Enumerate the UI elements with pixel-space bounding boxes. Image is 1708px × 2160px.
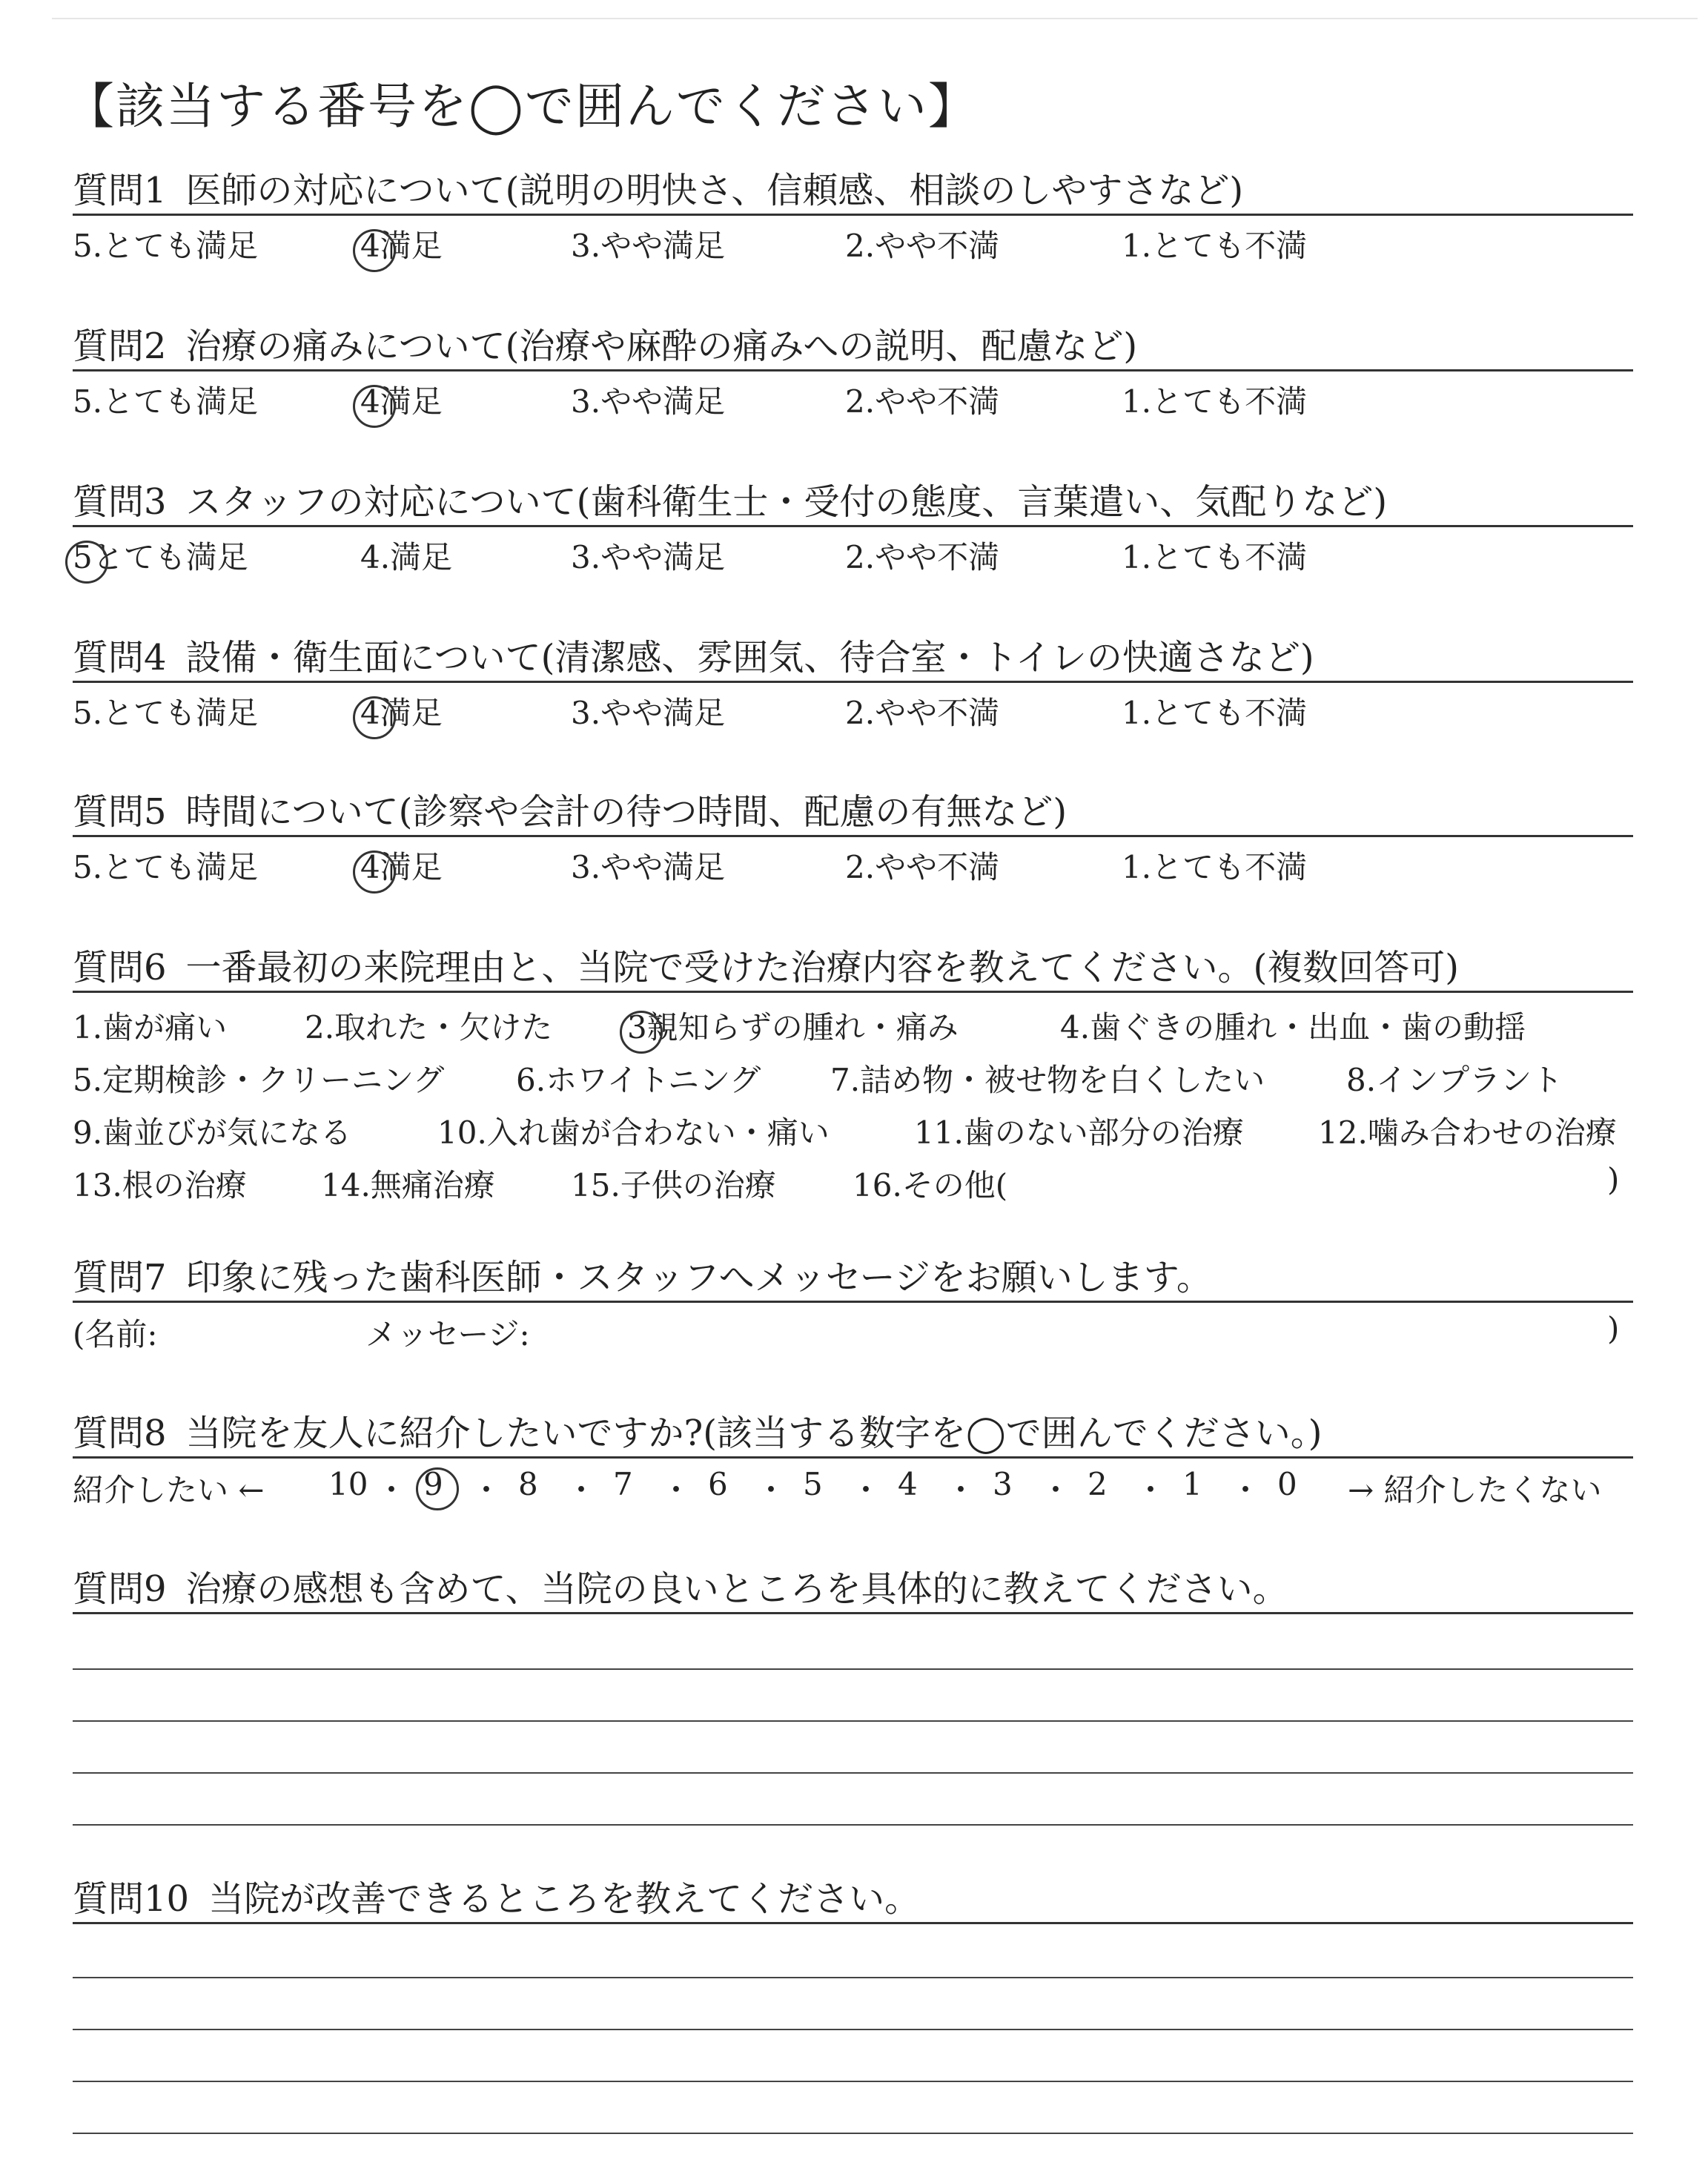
reason-option[interactable]: 11.歯のない部分の治療 [914, 1114, 1244, 1151]
question-text: 当院が改善できるところを教えてください。 [208, 1878, 921, 1920]
reason-option[interactable]: 1.歯が痛い [73, 1009, 228, 1046]
answer-line[interactable] [73, 1720, 1633, 1722]
answer-line[interactable] [73, 1668, 1633, 1670]
scale-right-label: → 紹介したくない [1348, 1472, 1602, 1508]
scale-number[interactable]: 8 [518, 1466, 538, 1502]
selection-circle: 4 [360, 383, 380, 420]
option-2[interactable]: 2.やや不満 [845, 695, 1000, 731]
question-title [73, 1410, 1633, 1459]
question-number: 質問2 [73, 326, 167, 367]
scale-separator: ・ [376, 1472, 408, 1508]
reason-option[interactable]: 4.歯ぐきの腫れ・出血・歯の動揺 [1060, 1009, 1526, 1046]
option-5[interactable]: 5.とても満足 [73, 228, 259, 264]
option-2[interactable]: 2.やや不満 [845, 228, 1000, 264]
recommend-scale [73, 1459, 1633, 1510]
answer-line[interactable] [73, 1977, 1633, 1978]
question-9 [73, 1566, 1633, 1614]
question-title [73, 168, 1633, 216]
scale-separator: ・ [471, 1472, 503, 1508]
option-3[interactable]: 3.やや満足 [571, 849, 726, 885]
option-3[interactable]: 3.やや満足 [571, 539, 726, 575]
selection-circle: 4 [360, 228, 380, 264]
option-4[interactable]: 4.満足 [360, 539, 453, 575]
question-number: 質問8 [73, 1413, 167, 1454]
question-text: 治療の感想も含めて、当院の良いところを具体的に教えてください。 [185, 1568, 1288, 1610]
question-2 [73, 323, 1633, 423]
question-6 [73, 945, 1633, 1203]
selection-circle: 3 [627, 1009, 647, 1046]
reason-option[interactable]: 8.インプラント [1346, 1062, 1563, 1098]
question-text: 医師の対応について(説明の明快さ、信頼感、相談のしやすさなど) [185, 170, 1244, 211]
question-1 [73, 168, 1633, 268]
scale-number[interactable]: 6 [708, 1466, 728, 1502]
question-text: 治療の痛みについて(治療や麻酔の痛みへの説明、配慮など) [185, 326, 1138, 367]
question-text: 印象に残った歯科医師・スタッフへメッセージをお願いします。 [185, 1257, 1212, 1298]
question-title [73, 323, 1633, 371]
reason-option[interactable]: 5.定期検診・クリーニング [73, 1062, 445, 1098]
option-4-circled[interactable]: 4満足 [360, 695, 443, 731]
scale-separator: ・ [1135, 1472, 1167, 1508]
name-label: (名前: [73, 1316, 158, 1353]
question-5 [73, 789, 1633, 889]
question-7 [73, 1255, 1633, 1355]
scale-number[interactable]: 10 [328, 1466, 368, 1502]
option-3[interactable]: 3.やや満足 [571, 228, 726, 264]
scale-left-label: 紹介したい ← [73, 1472, 265, 1508]
option-2[interactable]: 2.やや不満 [845, 849, 1000, 885]
scale-number[interactable]: 1 [1182, 1466, 1202, 1502]
scale-number[interactable]: 4 [898, 1466, 918, 1502]
other-close-paren: ) [1607, 1161, 1620, 1198]
question-title [73, 945, 1633, 993]
reason-option[interactable]: 14.無痛治療 [321, 1167, 495, 1203]
answer-line[interactable] [73, 1772, 1633, 1774]
question-title [73, 1566, 1633, 1614]
form-heading: 【該当する番号を◯で囲んでください】 [65, 78, 979, 135]
question-title [73, 635, 1633, 683]
option-1[interactable]: 1.とても不満 [1122, 849, 1308, 885]
question-text: 設備・衛生面について(清潔感、雰囲気、待合室・トイレの快適さなど) [185, 637, 1314, 678]
reason-option[interactable]: 2.取れた・欠けた [305, 1009, 553, 1046]
option-3[interactable]: 3.やや満足 [571, 383, 726, 420]
scale-number[interactable]: 2 [1088, 1466, 1108, 1502]
option-5[interactable]: 5.とても満足 [73, 695, 259, 731]
scale-separator: ・ [661, 1472, 692, 1508]
question-number: 質問7 [73, 1257, 167, 1298]
scale-number[interactable]: 9 [423, 1466, 443, 1502]
selection-circle: 5 [73, 539, 93, 575]
scale-number[interactable]: 3 [993, 1466, 1013, 1502]
option-4-circled[interactable]: 4満足 [360, 849, 443, 885]
option-2[interactable]: 2.やや不満 [845, 383, 1000, 420]
question-number: 質問10 [73, 1878, 190, 1920]
question-10 [73, 1876, 1633, 1924]
reason-option-other[interactable]: 16.その他( [853, 1167, 1008, 1203]
answer-line[interactable] [73, 2029, 1633, 2030]
scale-separator: ・ [945, 1472, 977, 1508]
option-1[interactable]: 1.とても不満 [1122, 228, 1308, 264]
reason-option[interactable]: 10.入れ歯が合わない・痛い [437, 1114, 830, 1151]
option-5[interactable]: 5.とても満足 [73, 849, 259, 885]
selection-circle: 4 [360, 849, 380, 885]
question-3 [73, 479, 1633, 579]
answer-line[interactable] [73, 2133, 1633, 2134]
reason-option-circled[interactable]: 3親知らずの腫れ・痛み [627, 1009, 959, 1046]
scale-separator: ・ [1230, 1472, 1262, 1508]
top-border [52, 18, 1698, 19]
scale-separator: ・ [850, 1472, 882, 1508]
question-text: 時間について(診察や会計の待つ時間、配慮の有無など) [185, 791, 1068, 833]
reason-option[interactable]: 6.ホワイトニング [516, 1062, 761, 1098]
question-number: 質問1 [73, 170, 167, 211]
question-title [73, 1876, 1633, 1924]
option-5[interactable]: 5.とても満足 [73, 383, 259, 420]
question-number: 質問3 [73, 481, 167, 523]
question-title [73, 789, 1633, 837]
option-3[interactable]: 3.やや満足 [571, 695, 726, 731]
question-text: 当院を友人に紹介したいですか?(該当する数字を◯で囲んでください。) [185, 1413, 1323, 1454]
scale-separator: ・ [566, 1472, 598, 1508]
question-title [73, 479, 1633, 527]
reason-option[interactable]: 12.噛み合わせの治療 [1318, 1114, 1617, 1151]
option-2[interactable]: 2.やや不満 [845, 539, 1000, 575]
option-1[interactable]: 1.とても不満 [1122, 539, 1308, 575]
question-title [73, 1255, 1633, 1303]
reason-option[interactable]: 13.根の治療 [73, 1167, 247, 1203]
message-label: メッセージ: [365, 1316, 530, 1353]
option-1[interactable]: 1.とても不満 [1122, 695, 1308, 731]
option-4-circled[interactable]: 4満足 [360, 383, 443, 420]
question-4 [73, 635, 1633, 735]
question-text: 一番最初の来院理由と、当院で受けた治療内容を教えてください。(複数回答可) [185, 947, 1460, 988]
option-1[interactable]: 1.とても不満 [1122, 383, 1308, 420]
answer-line[interactable] [73, 2081, 1633, 2082]
reason-option[interactable]: 15.子供の治療 [571, 1167, 776, 1203]
scale-number[interactable]: 5 [803, 1466, 823, 1502]
scale-number[interactable]: 0 [1277, 1466, 1297, 1502]
option-5-circled[interactable]: 5とても満足 [73, 539, 248, 575]
question-8 [73, 1410, 1633, 1510]
question-number: 質問9 [73, 1568, 167, 1610]
reason-option[interactable]: 7.詰め物・被せ物を白くしたい [830, 1062, 1265, 1098]
question-number: 質問5 [73, 791, 167, 833]
scale-number[interactable]: 7 [613, 1466, 633, 1502]
option-4-circled[interactable]: 4満足 [360, 228, 443, 264]
reason-option[interactable]: 9.歯並びが気になる [73, 1114, 352, 1151]
question-text: スタッフの対応について(歯科衛生士・受付の態度、言葉遣い、気配りなど) [185, 481, 1388, 523]
message-close-paren: ) [1607, 1310, 1620, 1347]
scale-separator: ・ [755, 1472, 787, 1508]
scale-separator: ・ [1040, 1472, 1072, 1508]
selection-circle: 4 [360, 695, 380, 731]
answer-line[interactable] [73, 1824, 1633, 1826]
question-number: 質問4 [73, 637, 167, 678]
question-number: 質問6 [73, 947, 167, 988]
